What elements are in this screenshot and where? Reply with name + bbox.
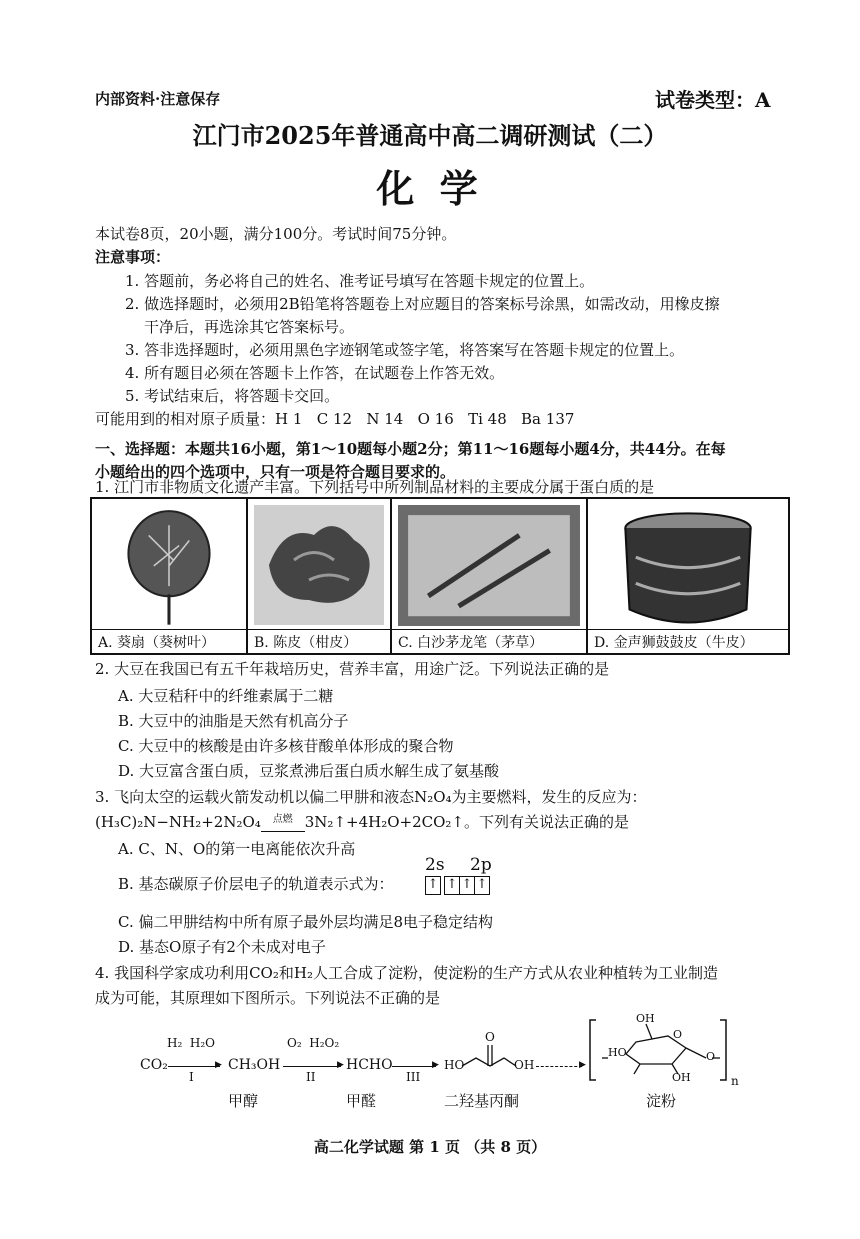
question-2-option-c: C. 大豆中的核酸是由许多核苷酸单体形成的聚合物 [118,737,454,755]
orbital-label-2p: 2p [470,855,492,875]
scheme-arrow-3 [392,1066,436,1067]
scheme-step1-number: I [189,1070,194,1084]
subject-title: 化 学 [376,166,484,211]
orbital-label-2s: 2s [425,855,445,875]
scheme-formaldehyde: HCHO [346,1057,393,1073]
dha-ho: HO [444,1058,465,1072]
note-2-cont: 干净后，再选涂其它答案标号。 [144,318,355,336]
option-d-caption: D. 金声狮鼓鼓皮（牛皮） [588,629,788,655]
paper-type: 试卷类型：A [655,88,771,112]
page-footer: 高二化学试题 第 1 页 （共 8 页） [313,1138,547,1156]
question-4-stem-cont: 成为可能，其原理如下图所示。下列说法不正确的是 [95,989,441,1007]
page-title: 江门市2025年普通高中高二调研测试（二） [192,121,668,150]
question-2-stem: 2. 大豆在我国已有五千年栽培历史，营养丰富，用途广泛。下列说法正确的是 [95,660,610,678]
scheme-arrowhead-1: ▶ [215,1060,222,1070]
question-2-option-a: A. 大豆秸秆中的纤维素属于二糖 [118,687,334,705]
note-3: 3. 答非选择题时，必须用黑色字迹钢笔或签字笔，将答案写在答题卡规定的位置上。 [125,341,685,359]
section-heading: 一、选择题：本题共16小题，第1～10题每小题2分；第11～16题每小题4分，共44分。在每 [95,440,726,458]
label-dihydroxyacetone: 二羟基丙酮 [444,1092,520,1110]
scheme-arrow-1 [168,1066,220,1067]
option-c-caption: C. 白沙茅龙笔（茅草） [392,629,586,655]
option-d-cell [588,499,788,655]
scheme-arrowhead-2: ▶ [337,1060,344,1070]
scheme-arrow-2 [283,1066,341,1067]
option-c-cell [392,499,588,655]
orbital-box-2p-2: ↑ [459,876,475,895]
dried-peel-image [254,505,384,625]
starch-oh-bottom: OH [672,1071,691,1084]
question-2-option-b: B. 大豆中的油脂是天然有机高分子 [118,712,349,730]
question-3-stem: 3. 飞向太空的运载火箭发动机以偏二甲肼和液态N₂O₄为主要燃料，发生的反应为： [95,788,647,806]
orbital-box-2p-3: ↑ [474,876,490,895]
scheme-step3-number: III [406,1070,421,1084]
scheme-arrowhead-3: ▶ [432,1060,439,1070]
label-starch: 淀粉 [646,1092,677,1110]
reaction-arrow [261,814,305,832]
atomic-mass: 可能用到的相对原子质量：H 1 C 12 N 14 O 16 Ti 48 Ba 137 [95,410,575,428]
dha-skeleton [460,1040,520,1070]
question-4-stem: 4. 我国科学家成功利用CO₂和H₂人工合成了淀粉，使淀粉的生产方式从农业种植转为工业制造 [95,964,718,982]
starch-subscript-n: n [731,1074,739,1088]
starch-ho: HO [608,1046,627,1059]
label-methanol: 甲醇 [228,1092,259,1110]
option-a-cell [92,499,248,655]
equation-reactants: (H₃C)₂N−NH₂+2N₂O₄ [95,813,261,831]
option-b-caption: B. 陈皮（柑皮） [248,629,390,655]
starch-oh-top: OH [636,1012,655,1025]
note-4: 4. 所有题目必须在答题卡上作答，在试题卷上作答无效。 [125,364,505,382]
scheme-arrow-4 [536,1066,582,1067]
question-2-option-d: D. 大豆富含蛋白质，豆浆煮沸后蛋白质水解生成了氨基酸 [118,762,500,780]
question-1-stem: 1. 江门市非物质文化遗产丰富。下列括号中所列制品材料的主要成分属于蛋白质的是 [95,478,655,496]
note-1: 1. 答题前，务必将自己的姓名、准考证号填写在答题卡规定的位置上。 [125,272,595,290]
question-3-option-b: B. 基态碳原子价层电子的轨道表示式为： [118,875,394,893]
palm-fan-image [98,505,240,627]
scheme-step1-reagents: H₂ H₂O [167,1036,216,1050]
note-5: 5. 考试结束后，将答题卡交回。 [125,387,340,405]
question-3-option-d: D. 基态O原子有2个未成对电子 [118,938,326,956]
confidential-note: 内部资料·注意保存 [95,90,221,108]
note-2: 2. 做选择题时，必须用2B铅笔将答题卷上对应题目的答案标号涂黑，如需改动，用橡皮擦 [125,295,720,313]
lion-drum-image [594,505,782,630]
question-1-image-table [90,497,790,655]
question-3-option-c: C. 偏二甲肼结构中所有原子最外层均满足8电子稳定结构 [118,913,494,931]
equation-condition: 点燃 [272,814,293,825]
orbital-box-2s: ↑ [425,876,441,895]
scheme-step2-number: II [306,1070,316,1084]
exam-info: 本试卷8页，20小题，满分100分。考试时间75分钟。 [95,225,457,243]
question-3-equation [95,811,629,832]
orbital-box-2p-1: ↑ [444,876,460,895]
option-b-cell [248,499,392,655]
label-formaldehyde: 甲醛 [346,1092,377,1110]
scheme-arrowhead-4: ▶ [579,1060,586,1070]
maolong-brush-image [398,505,580,626]
scheme-step2-reagents: O₂ H₂O₂ [287,1036,340,1050]
option-a-caption: A. 葵扇（葵树叶） [92,629,246,655]
question-3-option-a: A. C、N、O的第一电离能依次升高 [118,840,356,858]
scheme-co2: CO₂ [140,1057,168,1073]
notes-title: 注意事项： [95,248,171,266]
starch-ring-o: O [673,1028,683,1041]
orbital-diagram [425,875,489,895]
starch-link-o: O [706,1050,716,1063]
section-heading-cont: 小题给出的四个选项中，只有一项是符合题目要求的。 [95,463,456,481]
dha-carbonyl-o: O [485,1030,495,1044]
scheme-methanol: CH₃OH [228,1057,281,1073]
dha-oh: OH [514,1058,535,1072]
equation-products: 3N₂↑+4H₂O+2CO₂↑。下列有关说法正确的是 [304,813,629,831]
